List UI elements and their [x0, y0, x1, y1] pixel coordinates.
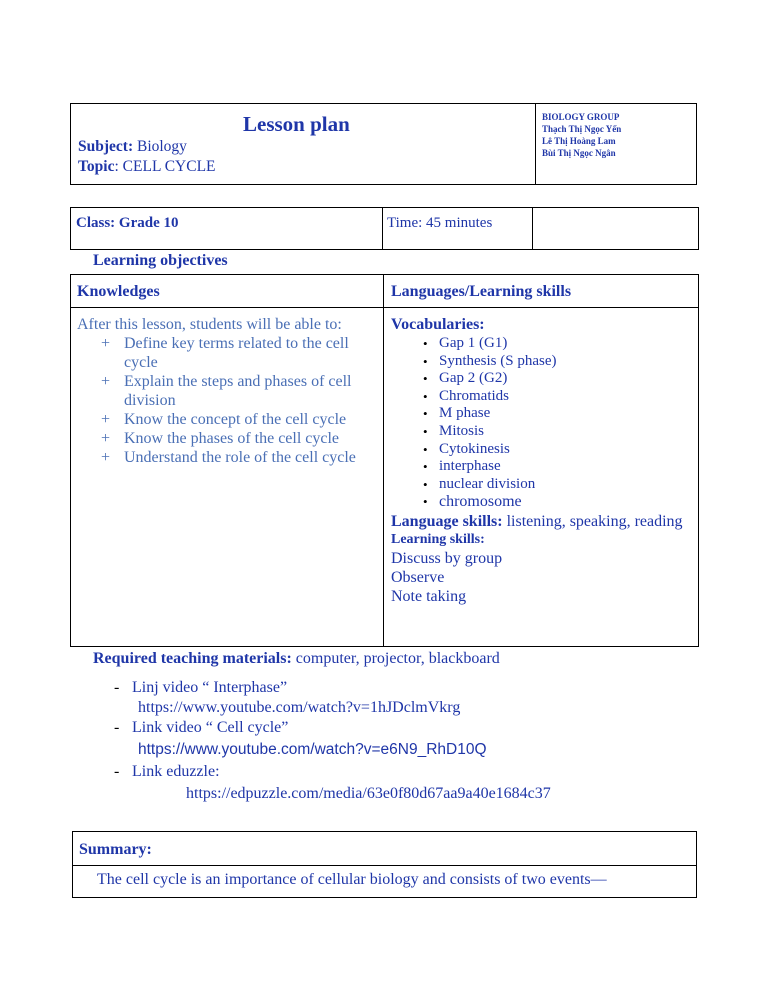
materials-line: [93, 650, 500, 668]
class-row: [70, 207, 699, 250]
materials-label: Required teaching materials:: [93, 650, 292, 667]
materials-value: computer, projector, blackboard: [291, 650, 500, 667]
class-label: Class: Grade 10: [76, 215, 179, 231]
group-divider: [535, 104, 536, 184]
knowledge-intro: After this lesson, students will be able to:: [77, 316, 342, 333]
topic-label: Topic: [78, 158, 115, 175]
language-skills-label: Language skills:: [391, 512, 503, 530]
summary-divider: [73, 865, 696, 866]
group-member: Lê Thị Hoàng Lam: [542, 136, 616, 146]
header-box: [70, 103, 697, 185]
list-item: • interphase: [391, 458, 691, 476]
subject-line: [78, 138, 187, 156]
summary-text: The cell cycle is an importance of cellular biology and consists of two events—: [97, 871, 607, 888]
skills-column: [391, 315, 691, 606]
list-item: • Chromatids: [391, 388, 691, 406]
link2-label: - Link video “ Cell cycle”: [82, 718, 702, 738]
list-item: • chromosome: [391, 493, 691, 511]
materials-links: [82, 678, 702, 806]
list-item: + Know the concept of the cell cycle: [77, 410, 377, 429]
link3-url[interactable]: https://edpuzzle.com/media/63e0f80d67aa9a40e1684c37: [186, 785, 551, 802]
time-label: Time: 45 minutes: [387, 215, 493, 231]
summary-box: [72, 831, 697, 898]
class-divider-2: [532, 208, 533, 249]
objectives-table: [70, 274, 699, 647]
list-item: + Understand the role of the cell cycle: [77, 448, 377, 467]
link1-label: - Linj video “ Interphase”: [82, 678, 702, 698]
list-item: • M phase: [391, 405, 691, 423]
language-skills-value: listening, speaking, reading: [502, 512, 683, 530]
learning-skill: Observe: [391, 568, 445, 586]
group-member: Bùi Thị Ngọc Ngân: [542, 148, 616, 158]
learning-skill: Discuss by group: [391, 549, 503, 567]
group-member: Thạch Thị Ngọc Yến: [542, 124, 622, 134]
list-item: + Explain the steps and phases of cell division: [77, 372, 377, 410]
learning-skill: Note taking: [391, 587, 467, 605]
topic-value: : CELL CYCLE: [114, 158, 216, 175]
vocab-list: [391, 335, 691, 511]
list-item: + Know the phases of the cell cycle: [77, 429, 377, 448]
link1-url[interactable]: https://www.youtube.com/watch?v=1hJDclmVkrg: [138, 699, 461, 716]
group-info: [542, 111, 621, 159]
summary-label: Summary:: [79, 841, 152, 858]
link2-url[interactable]: https://www.youtube.com/watch?v=e6N9_RhD10Q: [138, 741, 487, 758]
list-item: • Gap 1 (G1): [391, 335, 691, 353]
subject-label: Subject:: [78, 138, 134, 155]
list-item: • Mitosis: [391, 423, 691, 441]
list-item: • Gap 2 (G2): [391, 370, 691, 388]
learning-skills-label: Learning skills:: [391, 531, 485, 547]
list-item: + Define key terms related to the cell cycle: [77, 334, 377, 372]
link3-label: - Link eduzzle:: [82, 762, 702, 782]
knowledge-list: [77, 334, 377, 467]
knowledge-column: [77, 315, 377, 467]
page-title: Lesson plan: [243, 112, 350, 136]
vocab-label: Vocabularies:: [391, 316, 485, 333]
subject-value: Biology: [136, 138, 187, 155]
skills-header: Languages/Learning skills: [391, 283, 572, 300]
table-header-line: [71, 307, 698, 308]
group-name: BIOLOGY GROUP: [542, 112, 620, 122]
table-column-divider: [383, 275, 384, 646]
class-divider-1: [382, 208, 383, 249]
list-item: • nuclear division: [391, 476, 691, 494]
knowledges-header: Knowledges: [77, 283, 160, 300]
list-item: • Synthesis (S phase): [391, 353, 691, 371]
learning-objectives-heading: Learning objectives: [93, 252, 228, 269]
list-item: • Cytokinesis: [391, 441, 691, 459]
topic-line: [78, 158, 216, 176]
language-skills: [391, 512, 691, 531]
